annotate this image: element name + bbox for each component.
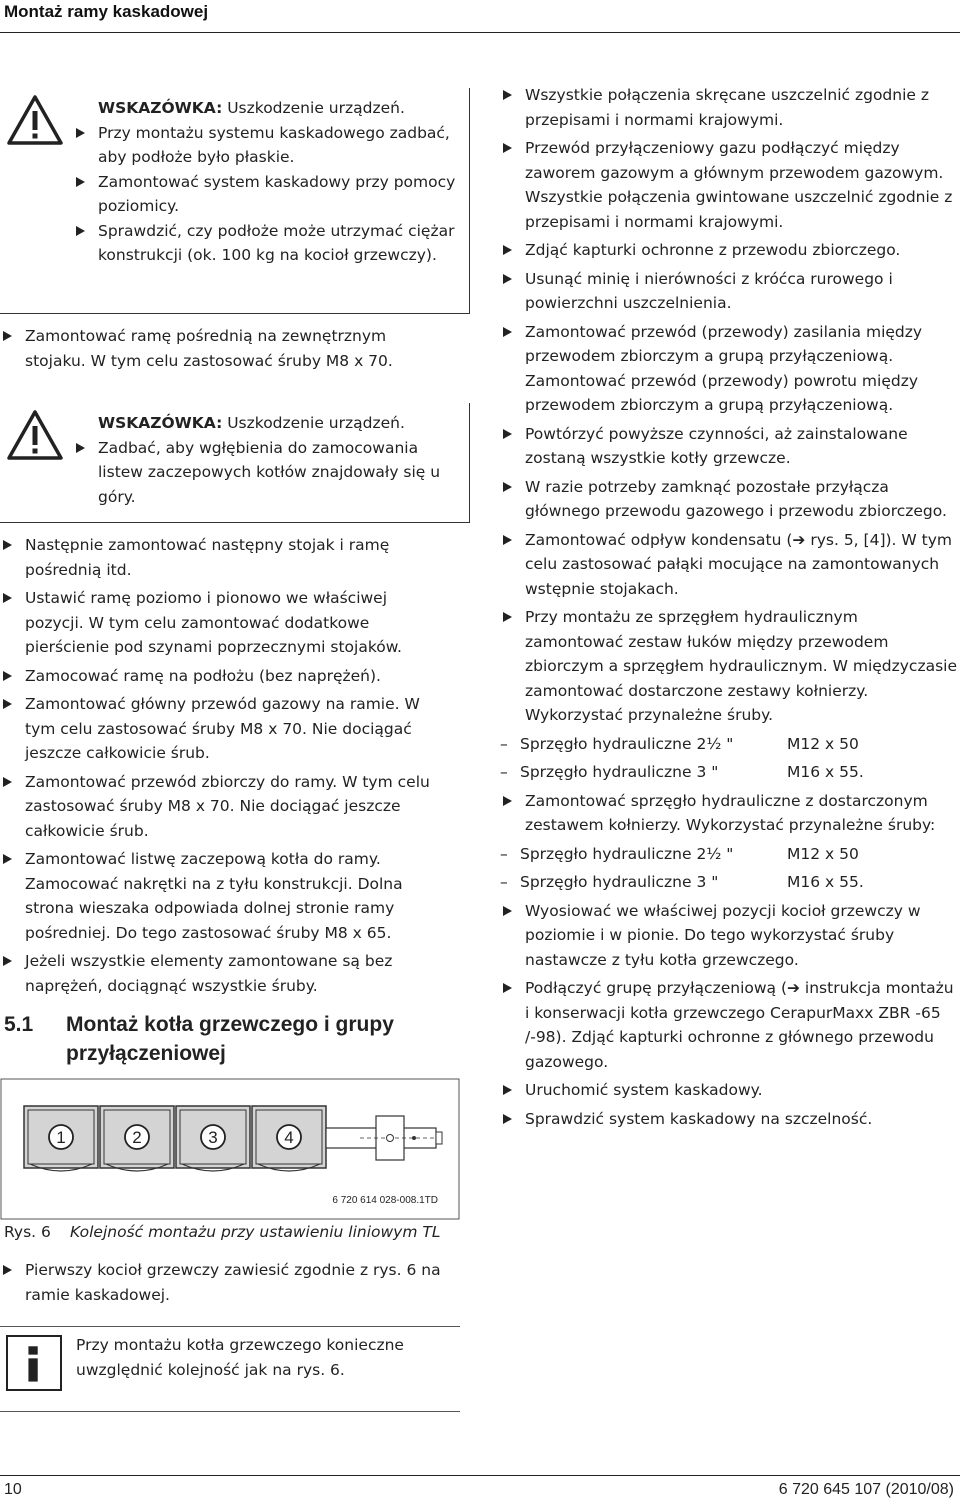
after-figure-step	[0, 1258, 470, 1307]
section-heading: 5.1 Montaż kotła grzewczego i grupy przyłączeniowej	[4, 1013, 394, 1065]
figure-code: 6 720 614 028-008.1TD	[332, 1195, 438, 1206]
step-item: Przy montażu ze sprzęgłem hydraulicznym zamontować zestaw łuków między przewodem zbiorczym a sprzęgłem hydraulicznym. W międzyczasie zamontować dostarczone zestawy kołnierzy. Wykorzystać przynależne śruby.	[500, 605, 960, 728]
footer-rule	[0, 1475, 960, 1476]
step-item: Usunąć minię i nierówności z króćca rurowego i powierzchni uszczelnienia.	[500, 267, 960, 316]
figure-cascade-order	[0, 1078, 460, 1220]
info-text: Przy montażu kotła grzewczego konieczne uwzględnić kolejność jak na rys. 6.	[76, 1336, 404, 1379]
warning-box-2	[0, 403, 470, 523]
svg-text:1: 1	[56, 1128, 66, 1147]
warning1-item: Przy montażu systemu kaskadowego zadbać, aby podłoże było płaskie.	[73, 121, 461, 170]
bolt-row: – Sprzęgło hydrauliczne 2½ " M12 x 50	[500, 730, 960, 759]
bolt-list-1	[500, 730, 960, 787]
header-rule	[0, 32, 960, 33]
bolt-row: – Sprzęgło hydrauliczne 2½ " M12 x 50	[500, 840, 960, 869]
step-item: Zamontować ramę pośrednią na zewnętrznym stojaku. W tym celu zastosować śruby M8 x 70.	[0, 324, 430, 373]
collector-pipe	[326, 1116, 442, 1160]
warning1-item: Sprawdzić, czy podłoże może utrzymać ciężar konstrukcji (ok. 100 kg na kocioł grzewczy).	[73, 219, 461, 268]
step-item: Zamontować główny przewód gazowy na ramie. W tym celu zastosować śruby M8 x 70. Nie dociągać jeszcze całkowicie śrub.	[0, 692, 450, 766]
warning-box-1	[0, 88, 470, 314]
step-item: Wszystkie połączenia skręcane uszczelnić zgodnie z przepisami i normami krajowymi.	[500, 83, 960, 132]
document-number: 6 720 645 107 (2010/08)	[778, 1481, 954, 1498]
step-item: Zamontować odpływ kondensatu (➔ rys. 5, [4]). W tym celu zastosować pałąki mocujące na zamontowanych wstępnie stojakach.	[500, 528, 960, 602]
info-icon	[6, 1335, 62, 1391]
step-item: Powtórzyć powyższe czynności, aż zainstalowane zostaną wszystkie kotły grzewcze.	[500, 422, 960, 471]
svg-text:2: 2	[132, 1128, 142, 1147]
step-item: Wyosiować we właściwej pozycji kocioł grzewczy w poziomie i w pionie. Do tego wykorzystać śruby nastawcze z tyłu kotła grzewczego.	[500, 899, 960, 973]
warning2-item: Zadbać, aby wgłębienia do zamocowania listew zaczepowych kotłów znajdowały się u góry.	[73, 436, 461, 510]
info-box	[0, 1326, 460, 1412]
order-label-2	[125, 1125, 149, 1149]
step-item: Zamontować przewód zbiorczy do ramy. W tym celu zastosować śruby M8 x 70. Nie dociągać jeszcze całkowicie śrub.	[0, 770, 450, 844]
step-item: Zamontować listwę zaczepową kotła do ramy. Zamocować nakrętki na z tyłu konstrukcji. Dolna strona wieszaka odpowiada dolnej stronie ramy pośredniej. Do tego zastosować śruby M8 x 65.	[0, 847, 450, 945]
bolt-row: – Sprzęgło hydrauliczne 3 " M16 x 55.	[500, 758, 960, 787]
order-label-3	[201, 1125, 225, 1149]
figure-caption: Rys. 6 Kolejność montażu przy ustawieniu liniowym TL	[4, 1223, 441, 1241]
step-item: Sprawdzić system kaskadowy na szczelność.	[500, 1107, 960, 1132]
step-item: Zamocować ramę na podłożu (bez naprężeń).	[0, 664, 450, 689]
svg-text:4: 4	[284, 1128, 294, 1147]
svg-text:3: 3	[208, 1128, 218, 1147]
order-label-4	[277, 1125, 301, 1149]
warning-triangle-icon	[6, 94, 64, 146]
step-item: Zamontować przewód (przewody) zasilania między przewodem zbiorczym a grupą przyłączeniową. Zamontować przewód (przewody) powrotu między przewodem zbiorczym a grupą przyłączeniową.	[500, 320, 960, 418]
step-item: Pierwszy kocioł grzewczy zawiesić zgodnie z rys. 6 na ramie kaskadowej.	[0, 1258, 460, 1307]
step-item: Uruchomić system kaskadowy.	[500, 1078, 960, 1103]
order-label-1	[49, 1125, 73, 1149]
warning-title-2: WSKAZÓWKA: Uszkodzenie urządzeń.	[98, 414, 405, 432]
right-column	[500, 83, 960, 1131]
step-item: Zdjąć kapturki ochronne z przewodu zbiorczego.	[500, 238, 960, 263]
warning1-item: Zamontować system kaskadowy przy pomocy poziomicy.	[73, 170, 461, 219]
page-number: 10	[4, 1481, 22, 1498]
step-item: Zamontować sprzęgło hydrauliczne z dostarczonym zestawem kołnierzy. Wykorzystać przynależne śruby:	[500, 789, 960, 838]
warning-title-1: WSKAZÓWKA: Uszkodzenie urządzeń.	[98, 99, 405, 117]
step-item: Podłączyć grupę przyłączeniową (➔ instrukcja montażu i konserwacji kotła grzewczego CerapurMaxx ZBR -65 /-98). Zdjąć kapturki ochronne z głównego przewodu gazowego.	[500, 976, 960, 1074]
page-header-title: Montaż ramy kaskadowej	[4, 2, 209, 21]
warning-triangle-icon	[6, 409, 64, 461]
step-item: Ustawić ramę poziomo i pionowo we właściwej pozycji. W tym celu zamontować dodatkowe pierścienie pod szynami poprzecznymi stojaków.	[0, 586, 450, 660]
bolt-row: – Sprzęgło hydrauliczne 3 " M16 x 55.	[500, 868, 960, 897]
step-item: W razie potrzeby zamknąć pozostałe przyłącza głównego przewodu gazowego i przewodu zbiorczego.	[500, 475, 960, 524]
step-item: Następnie zamontować następny stojak i ramę pośrednią itd.	[0, 533, 450, 582]
step-item: Jeżeli wszystkie elementy zamontowane są bez naprężeń, dociągnąć wszystkie śruby.	[0, 949, 450, 998]
left-column	[0, 88, 470, 998]
step-item: Przewód przyłączeniowy gazu podłączyć między zaworem gazowym a głównym przewodem gazowym. Wszystkie połączenia gwintowane uszczelnić zgodnie z przepisami i normami krajowymi.	[500, 136, 960, 234]
bolt-list-2	[500, 840, 960, 897]
